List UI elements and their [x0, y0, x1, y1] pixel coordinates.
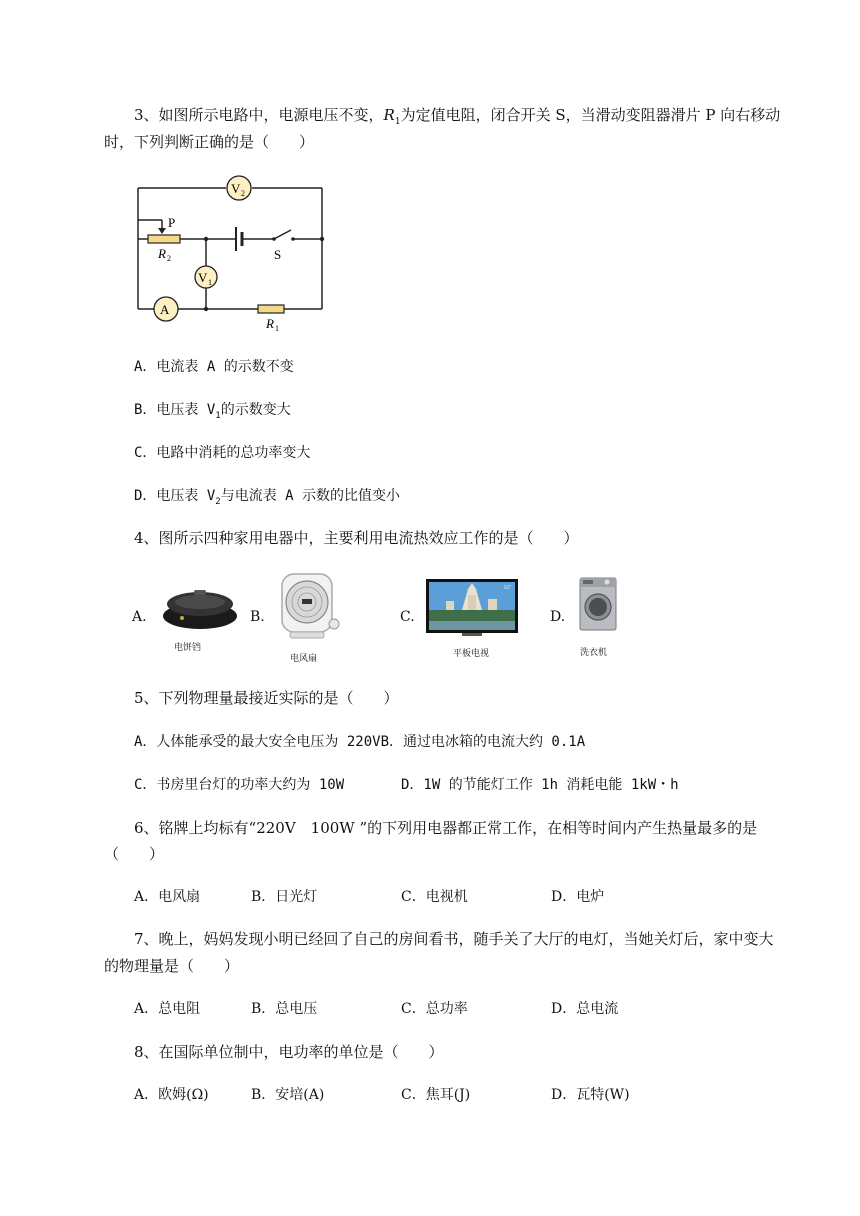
svg-text:2: 2: [241, 189, 245, 198]
q7-stem-line2: 的物理量是（ ）: [104, 957, 240, 975]
q7-option-b: B．总电压: [251, 1001, 318, 1017]
q3-circuit-diagram: [130, 172, 330, 332]
q7-option-a: A．总电阻: [134, 1001, 201, 1017]
q3-option-c: C．电路中消耗的总功率变大: [134, 445, 311, 461]
q6-stem-line1: 6、铭牌上均标有“220V 100W ”的下列用电器都正常工作，在相等时间内产生热量最多的是: [134, 819, 758, 837]
q8-option-d: D．瓦特(W): [551, 1087, 630, 1103]
q8-option-a: A．欧姆(Ω): [134, 1087, 209, 1103]
q6-stem-line2: （ ）: [104, 845, 165, 863]
q4-caption-b: 电风扇: [290, 654, 318, 664]
q8-stem: 8、在国际单位制中，电功率的单位是（ ）: [134, 1043, 444, 1061]
label-p: P: [168, 215, 176, 230]
q4-caption-c: 平板电视: [453, 649, 490, 659]
washing-machine-image: [578, 576, 618, 632]
q4-stem: 4、图所示四种家用电器中，主要利用电流热效应工作的是（ ）: [134, 529, 579, 547]
q6-option-a: A．电风扇: [134, 889, 201, 905]
q3-stem-line2: 时，下列判断正确的是（ ）: [104, 133, 315, 151]
svg-text:1: 1: [208, 278, 212, 287]
svg-text:V: V: [231, 181, 241, 196]
q4-letter-a: A.: [132, 609, 147, 625]
q6-option-b: B．日光灯: [251, 889, 318, 905]
q6-option-c: C．电视机: [401, 889, 468, 905]
q4-caption-a: 电饼铛: [174, 643, 202, 653]
svg-text:2: 2: [167, 254, 171, 263]
junction-dot: [204, 237, 208, 241]
q4-caption-d: 洗衣机: [580, 648, 608, 658]
q3-option-d: D．电压表 $V_2$与电流表 A 示数的比值变小: [134, 488, 401, 507]
flat-tv-image: [424, 577, 520, 639]
svg-text:A: A: [160, 302, 170, 317]
q7-option-d: D．总电流: [551, 1001, 619, 1017]
q3-stem-line1: 3、如图所示电路中，电源电压不变，$R_1$为定值电阻，闭合开关 S，当滑动变阻器滑片 P 向右移动: [134, 106, 781, 127]
resistor-r1: [258, 305, 284, 313]
electric-fan-image: [276, 572, 342, 644]
q4-letter-c: C.: [400, 609, 415, 625]
rheostat-r2: [148, 235, 180, 243]
q7-option-c: C．总功率: [401, 1001, 468, 1017]
electric-griddle-image: [160, 582, 240, 632]
label-r2: R: [158, 246, 166, 261]
q3-option-b: B．电压表 $V_1$的示数变大: [134, 402, 291, 421]
q8-option-c: C．焦耳(J): [401, 1087, 471, 1103]
q8-option-b: B．安培(A): [251, 1087, 325, 1103]
q7-stem-line1: 7、晚上，妈妈发现小明已经回了自己的房间看书，随手关了大厅的电灯，当她关灯后，家中变大: [134, 930, 774, 948]
svg-text:V: V: [198, 270, 208, 285]
q4-letter-d: D.: [550, 609, 566, 625]
q5-option-d: D．1W 的节能灯工作 1h 消耗电能 1kW・h: [401, 777, 679, 793]
q6-option-d: D．电炉: [551, 889, 605, 905]
label-r1: R: [266, 316, 274, 331]
q5-stem: 5、下列物理量最接近实际的是（ ）: [134, 689, 399, 707]
svg-text:55": 55": [504, 586, 512, 591]
label-s: S: [274, 247, 282, 262]
q3-option-a: A．电流表 A 的示数不变: [134, 359, 294, 375]
svg-text:1: 1: [275, 324, 279, 332]
q4-letter-b: B.: [250, 609, 265, 625]
q5-option-c: C．书房里台灯的功率大约为 10W: [134, 777, 345, 793]
q5-options-row1: A．人体能承受的最大安全电压为 220VB．通过电冰箱的电流大约 0.1A: [134, 734, 586, 750]
